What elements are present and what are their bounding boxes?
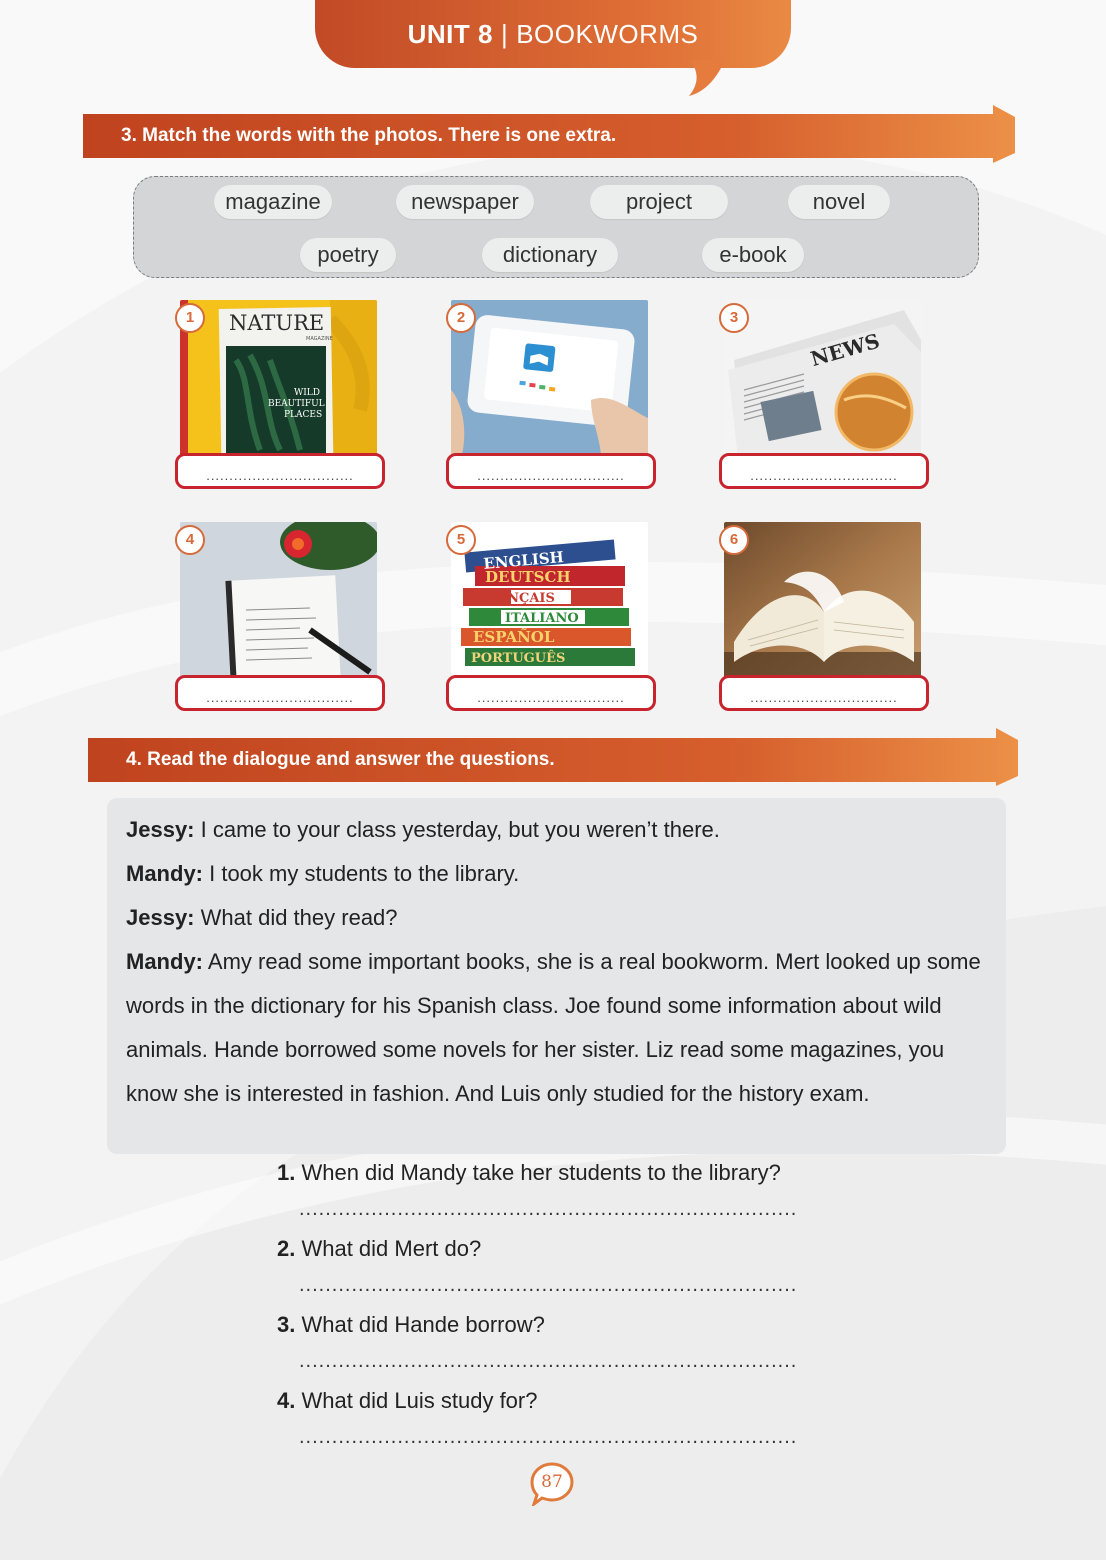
speech-bubble-tail (685, 60, 735, 100)
answer-line-4[interactable]: ............................................................................ (299, 1426, 798, 1448)
page-number-badge (530, 1462, 574, 1506)
tablet-ebook-photo (451, 300, 648, 458)
question-number: 1. (277, 1160, 296, 1185)
dict-francais: FRANÇAIS (477, 591, 555, 606)
card-number-3: 3 (719, 303, 749, 333)
question-4 (277, 1388, 837, 1464)
question-3 (277, 1312, 837, 1388)
question-2 (277, 1236, 837, 1312)
unit-title: BOOKWORMS (516, 18, 699, 49)
nature-magazine-photo (180, 300, 377, 458)
question-body: What did Hande borrow? (295, 1312, 545, 1337)
speaker: Mandy: (126, 949, 203, 974)
question-body: When did Mandy take her students to the library? (295, 1160, 781, 1185)
answer-line-2[interactable]: ............................................................................ (299, 1274, 798, 1296)
speaker: Jessy: (126, 817, 195, 842)
line-text: I took my students to the library. (203, 861, 520, 886)
question-text (277, 1160, 781, 1186)
answer-field-2[interactable]: ................................ (446, 453, 656, 489)
card-number-5: 5 (446, 525, 476, 555)
word-dictionary[interactable]: dictionary (482, 238, 618, 272)
photo-card-6 (719, 522, 931, 714)
magazine-headline-3: PLACES (284, 410, 323, 420)
speaker: Mandy: (126, 861, 203, 886)
dialogue-box (107, 798, 1006, 1154)
exercise3-banner (83, 114, 1015, 158)
dict-english: ENGLISH (482, 547, 565, 573)
dialogue-line (126, 852, 994, 896)
question-text (277, 1388, 537, 1414)
questions-list (277, 1160, 837, 1464)
card-number-1: 1 (175, 303, 205, 333)
dictionary-stack-photo (451, 522, 648, 680)
magazine-headline-2: BEAUTIFUL (268, 399, 325, 409)
magazine-headline-1: WILD (294, 388, 320, 398)
word-project[interactable]: project (590, 185, 728, 219)
exercise4-title: 4. Read the dialogue and answer the questions. (126, 749, 555, 770)
word-poetry[interactable]: poetry (300, 238, 396, 272)
line-text: What did they read? (194, 905, 398, 930)
question-body: What did Mert do? (295, 1236, 482, 1261)
dialogue-line (126, 940, 994, 1116)
speaker: Jessy: (126, 905, 195, 930)
answer-field-1[interactable]: ................................ (175, 453, 385, 489)
exercise3-title: 3. Match the words with the photos. There is one extra. (121, 125, 617, 146)
word-e-book[interactable]: e-book (702, 238, 804, 272)
open-book-photo (724, 522, 921, 680)
card-number-4: 4 (175, 525, 205, 555)
unit-separator: | (500, 18, 509, 49)
dict-deutsch: DEUTSCH (485, 568, 571, 586)
answer-line-1[interactable]: ............................................................................ (299, 1198, 798, 1220)
answer-field-6[interactable]: ................................ (719, 675, 929, 711)
unit-header (315, 0, 791, 68)
answer-line-3[interactable]: ............................................................................ (299, 1350, 798, 1372)
exercise4-banner (88, 738, 1018, 782)
answer-field-4[interactable]: ................................ (175, 675, 385, 711)
page-number: 87 (541, 1472, 563, 1492)
word-bank (133, 176, 979, 278)
photo-card-5 (446, 522, 658, 714)
photo-card-3 (719, 300, 931, 492)
dialogue-line (126, 808, 994, 852)
unit-label: UNIT 8 (407, 18, 493, 49)
magazine-sub: MAGAZINE (306, 336, 333, 342)
line-text: Amy read some important books, she is a real bookworm. Mert looked up some words in the dictionary for his Spanish class. Joe found some information about wild animals. Hande borrowed some novels for her sister. Liz read some magazines, you know she is interested in fashion. And Luis only studied for the history exam. (126, 949, 981, 1106)
question-1 (277, 1160, 837, 1236)
word-novel[interactable]: novel (788, 185, 890, 219)
answer-field-5[interactable]: ................................ (446, 675, 656, 711)
dict-portugues: PORTUGUÊS (471, 651, 566, 666)
card-number-2: 2 (446, 303, 476, 333)
dialogue-line (126, 896, 994, 940)
question-number: 3. (277, 1312, 296, 1337)
question-number: 4. (277, 1388, 296, 1413)
question-number: 2. (277, 1236, 296, 1261)
question-text (277, 1236, 481, 1262)
word-newspaper[interactable]: newspaper (396, 185, 534, 219)
photo-card-2 (446, 300, 658, 492)
answer-field-3[interactable]: ................................ (719, 453, 929, 489)
newspaper-title: NEWS (807, 328, 883, 372)
line-text: I came to your class yesterday, but you weren’t there. (194, 817, 720, 842)
photo-card-4 (175, 522, 387, 714)
question-body: What did Luis study for? (295, 1388, 538, 1413)
notebook-project-photo (180, 522, 377, 680)
magazine-title: NATURE (229, 311, 325, 335)
newspaper-photo (724, 300, 921, 458)
card-number-6: 6 (719, 525, 749, 555)
dict-italiano: ITALIANO (505, 611, 579, 626)
photo-card-1 (175, 300, 387, 492)
word-magazine[interactable]: magazine (214, 185, 332, 219)
dict-espanol: ESPAÑOL (473, 628, 555, 646)
question-text (277, 1312, 545, 1338)
